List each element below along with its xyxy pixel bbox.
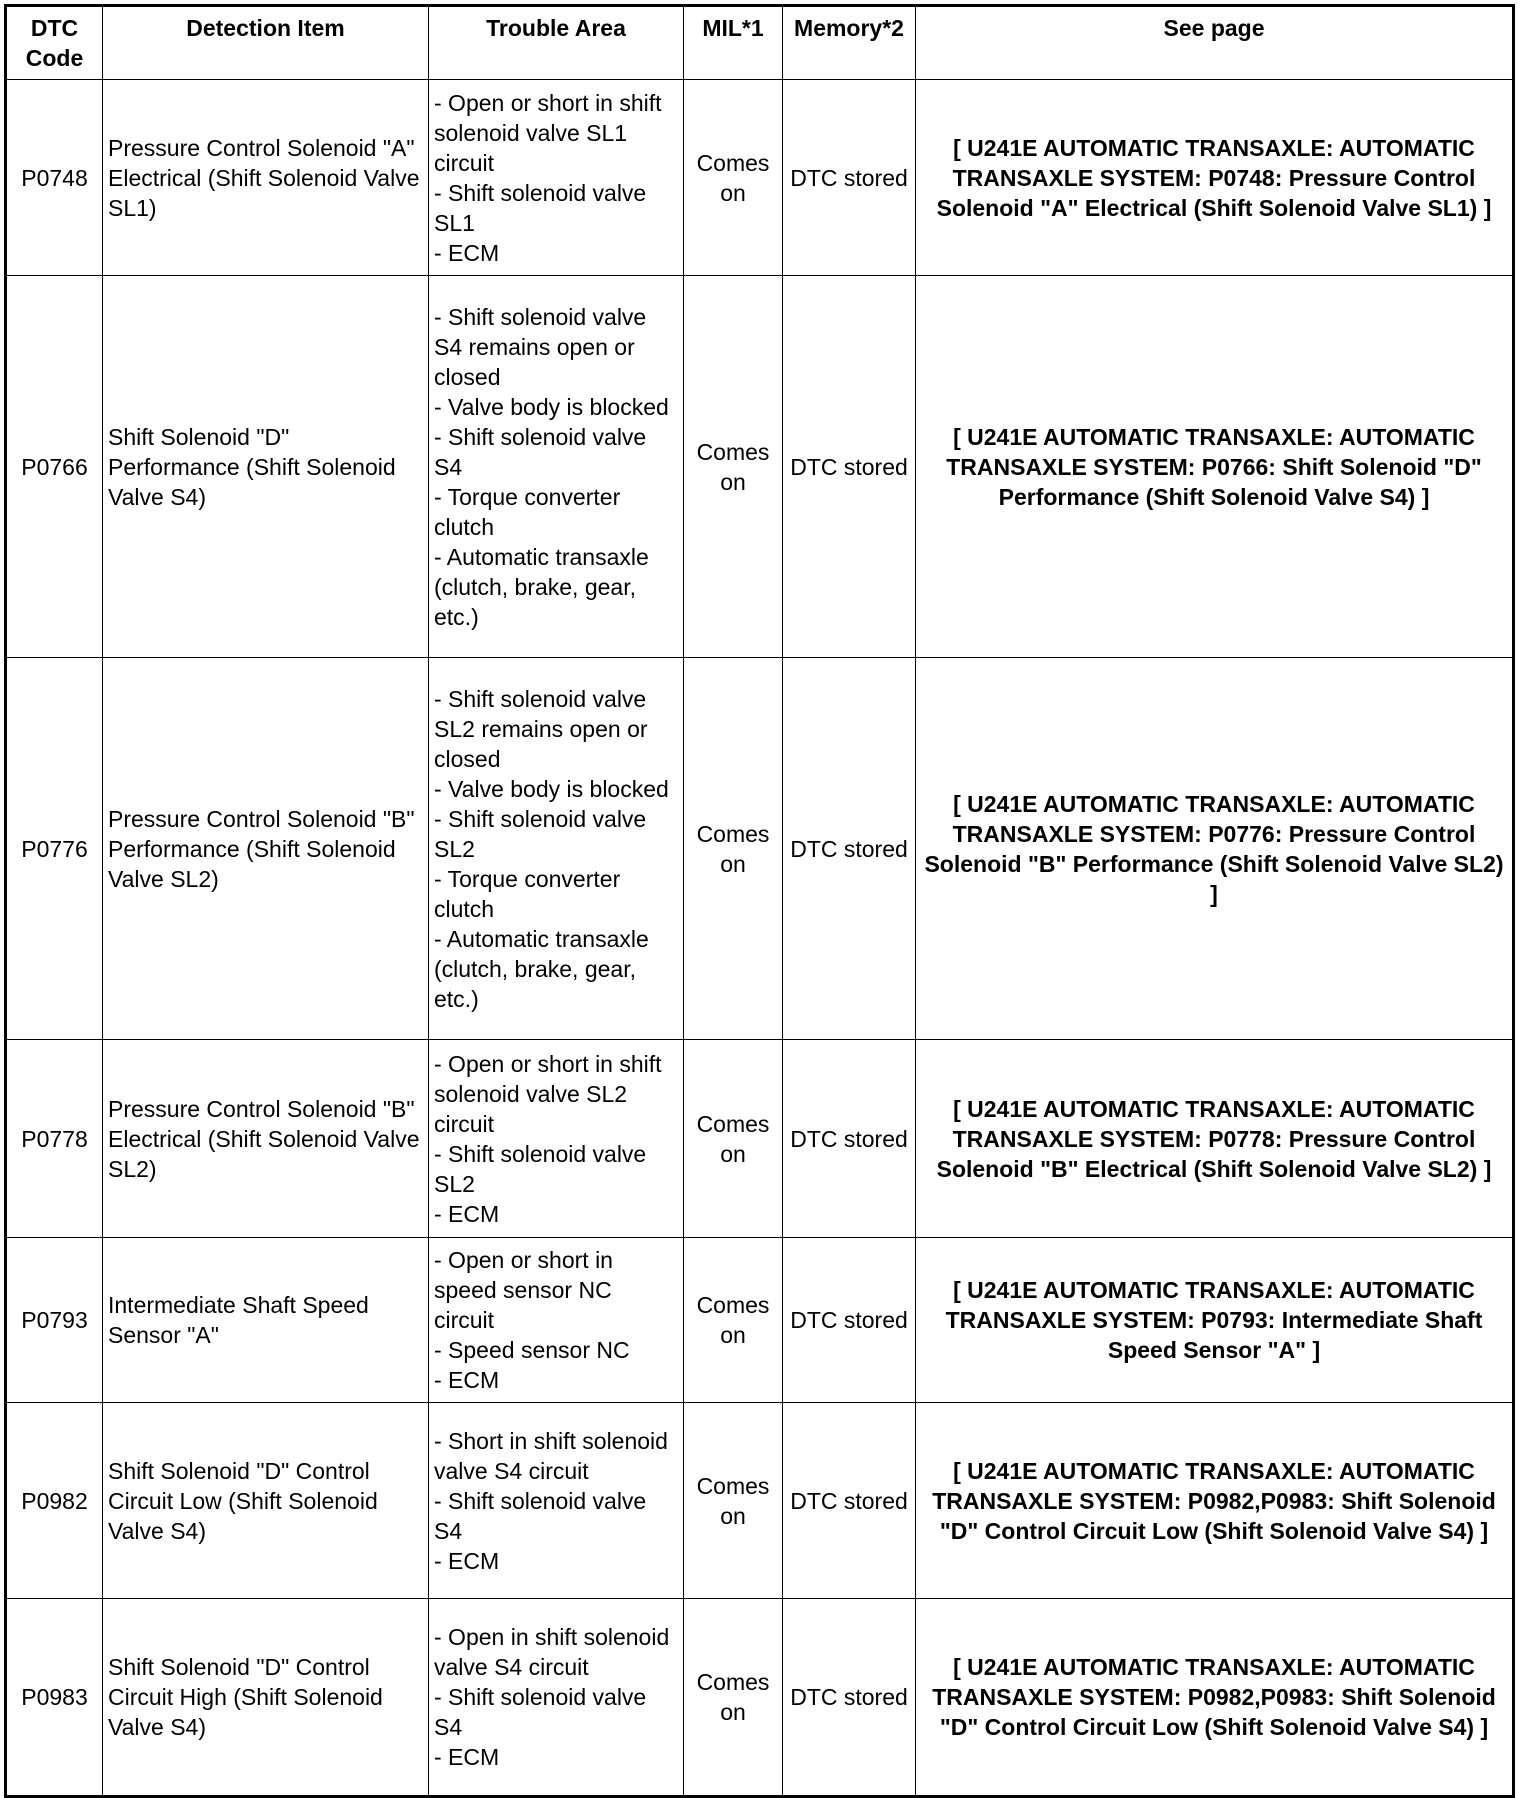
detection-item-cell: Shift Solenoid "D" Performance (Shift Solenoid Valve S4) — [103, 276, 429, 658]
trouble-area-line: - ECM — [434, 239, 500, 266]
mil-cell: Comes on — [684, 1599, 783, 1797]
see-page-link[interactable]: [ U241E AUTOMATIC TRANSAXLE: AUTOMATIC TRANSAXLE SYSTEM: P0982,P0983: Shift Solenoid "D" Control Circuit Low (Shift Solenoid Valve S4) ] — [916, 1403, 1514, 1599]
detection-item-cell: Shift Solenoid "D" Control Circuit Low (Shift Solenoid Valve S4) — [103, 1403, 429, 1599]
trouble-area-line: - Shift solenoid valve S4 — [434, 1684, 647, 1740]
table-row — [6, 658, 1514, 1040]
trouble-area-cell — [429, 1403, 684, 1599]
trouble-area-line: - Shift solenoid valve S4 — [434, 1487, 647, 1544]
table-row — [6, 1238, 1514, 1403]
trouble-area-line: - Shift solenoid valve SL1 — [434, 179, 647, 236]
dtc-code-cell: P0776 — [6, 658, 103, 1040]
see-page-link[interactable]: [ U241E AUTOMATIC TRANSAXLE: AUTOMATIC TRANSAXLE SYSTEM: P0982,P0983: Shift Solenoid "D" Control Circuit Low (Shift Solenoid Valve S4) ] — [916, 1599, 1514, 1797]
table-row — [6, 276, 1514, 658]
header-row — [6, 6, 1514, 80]
trouble-area-line: - ECM — [434, 1367, 500, 1393]
trouble-area-line: - Speed sensor NC — [434, 1337, 630, 1363]
header-trouble-area: Trouble Area — [429, 6, 684, 80]
trouble-area-line: - Automatic transaxle (clutch, brake, gear, etc.) — [434, 925, 649, 1012]
detection-item-cell: Pressure Control Solenoid "B" Electrical (Shift Solenoid Valve SL2) — [103, 1040, 429, 1238]
trouble-area-line: - ECM — [434, 1547, 500, 1574]
trouble-area-cell — [429, 80, 684, 276]
memory-cell: DTC stored — [783, 1040, 916, 1238]
dtc-code-cell: P0778 — [6, 1040, 103, 1238]
header-dtc-code: DTC Code — [6, 6, 103, 80]
mil-cell: Comes on — [684, 658, 783, 1040]
trouble-area-line: - Open or short in speed sensor NC circuit — [434, 1247, 613, 1333]
see-page-link[interactable]: [ U241E AUTOMATIC TRANSAXLE: AUTOMATIC TRANSAXLE SYSTEM: P0778: Pressure Control Solenoid "B" Electrical (Shift Solenoid Valve SL2) ] — [916, 1040, 1514, 1238]
table-body — [6, 80, 1514, 1797]
detection-item-cell: Pressure Control Solenoid "B" Performance (Shift Solenoid Valve SL2) — [103, 658, 429, 1040]
trouble-area-line: - ECM — [434, 1744, 500, 1770]
table-header — [6, 6, 1514, 80]
trouble-area-line: - Open or short in shift solenoid valve SL2 circuit — [434, 1050, 662, 1137]
memory-cell: DTC stored — [783, 658, 916, 1040]
trouble-area-line: - Valve body is blocked — [434, 775, 669, 802]
trouble-area-line: - Valve body is blocked — [434, 393, 669, 420]
dtc-code-cell: P0793 — [6, 1238, 103, 1403]
memory-cell: DTC stored — [783, 1238, 916, 1403]
trouble-area-line: - Shift solenoid valve S4 remains open or closed — [434, 303, 647, 390]
memory-cell: DTC stored — [783, 1599, 916, 1797]
trouble-area-cell — [429, 1238, 684, 1403]
detection-item-cell: Intermediate Shaft Speed Sensor "A" — [103, 1238, 429, 1403]
table-row — [6, 80, 1514, 276]
table-row — [6, 1599, 1514, 1797]
see-page-link[interactable]: [ U241E AUTOMATIC TRANSAXLE: AUTOMATIC TRANSAXLE SYSTEM: P0776: Pressure Control Solenoid "B" Performance (Shift Solenoid Valve SL2) ] — [916, 658, 1514, 1040]
header-detection-item: Detection Item — [103, 6, 429, 80]
trouble-area-line: - Torque converter clutch — [434, 865, 621, 922]
header-mil: MIL*1 — [684, 6, 783, 80]
dtc-table — [4, 4, 1515, 1798]
table-row — [6, 1403, 1514, 1599]
detection-item-cell: Pressure Control Solenoid "A" Electrical (Shift Solenoid Valve SL1) — [103, 80, 429, 276]
trouble-area-line: - ECM — [434, 1200, 500, 1227]
trouble-area-cell — [429, 276, 684, 658]
trouble-area-line: - Shift solenoid valve SL2 — [434, 1140, 647, 1197]
detection-item-cell: Shift Solenoid "D" Control Circuit High (Shift Solenoid Valve S4) — [103, 1599, 429, 1797]
trouble-area-line: - Torque converter clutch — [434, 483, 621, 540]
memory-cell: DTC stored — [783, 276, 916, 658]
see-page-link[interactable]: [ U241E AUTOMATIC TRANSAXLE: AUTOMATIC TRANSAXLE SYSTEM: P0793: Intermediate Shaft Speed Sensor "A" ] — [916, 1238, 1514, 1403]
trouble-area-line: - Shift solenoid valve SL2 — [434, 805, 647, 862]
header-memory: Memory*2 — [783, 6, 916, 80]
see-page-link[interactable]: [ U241E AUTOMATIC TRANSAXLE: AUTOMATIC TRANSAXLE SYSTEM: P0766: Shift Solenoid "D" Performance (Shift Solenoid Valve S4) ] — [916, 276, 1514, 658]
mil-cell: Comes on — [684, 1403, 783, 1599]
trouble-area-cell — [429, 1599, 684, 1797]
see-page-link[interactable]: [ U241E AUTOMATIC TRANSAXLE: AUTOMATIC TRANSAXLE SYSTEM: P0748: Pressure Control Solenoid "A" Electrical (Shift Solenoid Valve SL1) ] — [916, 80, 1514, 276]
trouble-area-line: - Shift solenoid valve S4 — [434, 423, 647, 480]
trouble-area-cell — [429, 658, 684, 1040]
table-row — [6, 1040, 1514, 1238]
dtc-code-cell: P0982 — [6, 1403, 103, 1599]
memory-cell: DTC stored — [783, 1403, 916, 1599]
trouble-area-cell — [429, 1040, 684, 1238]
header-see-page: See page — [916, 6, 1514, 80]
dtc-code-cell: P0766 — [6, 276, 103, 658]
trouble-area-line: - Open or short in shift solenoid valve SL1 circuit — [434, 89, 662, 176]
mil-cell: Comes on — [684, 1040, 783, 1238]
trouble-area-line: - Automatic transaxle (clutch, brake, gear, etc.) — [434, 543, 649, 630]
mil-cell: Comes on — [684, 80, 783, 276]
dtc-code-cell: P0983 — [6, 1599, 103, 1797]
mil-cell: Comes on — [684, 276, 783, 658]
mil-cell: Comes on — [684, 1238, 783, 1403]
trouble-area-line: - Shift solenoid valve SL2 remains open or closed — [434, 685, 648, 772]
trouble-area-line: - Short in shift solenoid valve S4 circuit — [434, 1427, 668, 1484]
trouble-area-line: - Open in shift solenoid valve S4 circuit — [434, 1624, 670, 1680]
dtc-code-cell: P0748 — [6, 80, 103, 276]
memory-cell: DTC stored — [783, 80, 916, 276]
